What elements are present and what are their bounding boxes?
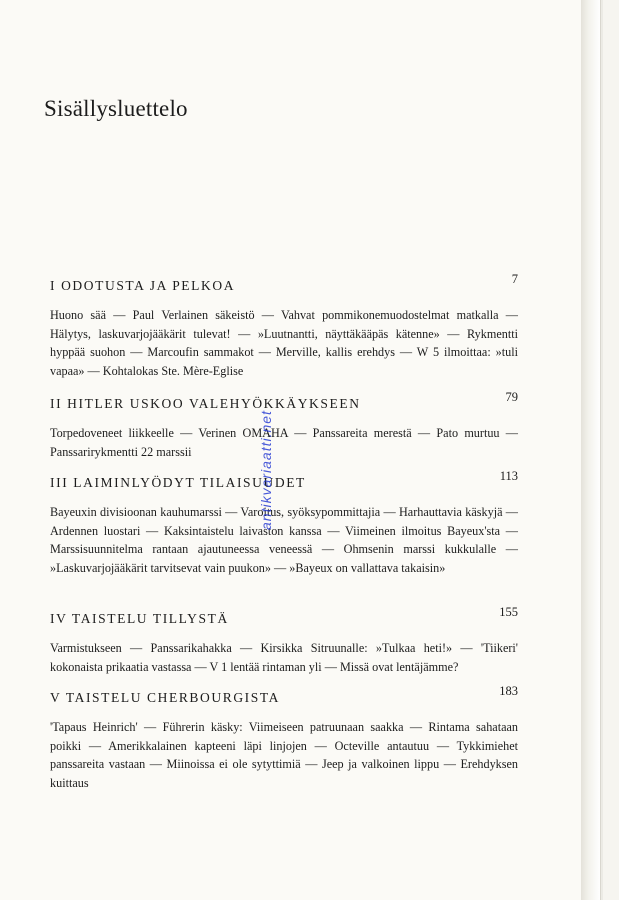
chapter-title: V TAISTELU CHERBOURGISTA bbox=[50, 690, 280, 705]
chapter-heading bbox=[50, 272, 518, 298]
chapter-heading bbox=[50, 605, 518, 631]
chapter-summary: Torpedoveneet liikkeelle — Verinen OMAHA — Panssareita merestä — Pato murtuu — Panssarirykmentti 22 marssii bbox=[50, 426, 518, 459]
chapter-page-number: 183 bbox=[499, 684, 518, 698]
chapter-4 bbox=[50, 605, 518, 676]
page-edge bbox=[581, 0, 600, 900]
watermark: antikvariaatti.net bbox=[258, 410, 274, 530]
chapter-5 bbox=[50, 684, 518, 792]
chapter-title: IV TAISTELU TILLYSTÄ bbox=[50, 611, 229, 626]
chapter-title: II HITLER USKOO VALEHYÖKKÄYKSEEN bbox=[50, 396, 361, 411]
chapter-summary: Huono sää — Paul Verlainen säkeistö — Vahvat pommikonemuodostelmat matkalla — Hälytys, laskuvarjojääkärit tulevat! — »Luutnantti, näyttäkääpäs kätenne» — Rykmentti hyppää suohon — Marcoufin sammakot — Merville, kallis erehdys — W 5 ilmoittaa: »tuli vapaa» — Kohtalokas Ste. Mère-Eglise bbox=[50, 308, 518, 378]
chapter-2 bbox=[50, 390, 518, 461]
chapter-heading bbox=[50, 390, 518, 416]
chapter-page-number: 79 bbox=[505, 390, 518, 404]
chapter-title: I ODOTUSTA JA PELKOA bbox=[50, 278, 236, 293]
chapter-summary: Bayeuxin divisioonan kauhumarssi — Varoitus, syöksypommittajia — Harhauttavia käskyjä — Ardennen luostari — Kaksintaistelu laivaston kanssa — Viimeinen ilmoitus Bayeux'sta — Marssisuunnitelma rantaan ajautuneessa veneessä — Ohmsenin marssi kukkulalle — »Laskuvarjojääkärit tarvitsevat vain puukon» — »Bayeux on vallattava takaisin» bbox=[50, 505, 518, 575]
chapter-1 bbox=[50, 272, 518, 380]
chapter-page-number: 113 bbox=[499, 469, 518, 483]
chapter-page-number: 155 bbox=[499, 605, 518, 619]
page-title: Sisällysluettelo bbox=[44, 96, 188, 121]
chapter-heading bbox=[50, 684, 518, 710]
chapter-summary: Varmistukseen — Panssarikahakka — Kirsikka Sitruunalle: »Tulkaa heti!» — 'Tiikeri' kokonaista prikaatia vastassa — V 1 lentää rintaman yli — Missä ovat lentäjämme? bbox=[50, 641, 518, 674]
chapter-page-number: 7 bbox=[511, 272, 518, 286]
chapter-heading bbox=[50, 469, 518, 495]
chapter-title: III LAIMINLYÖDYT TILAISUUDET bbox=[50, 475, 306, 490]
chapter-summary: 'Tapaus Heinrich' — Führerin käsky: Viimeiseen patruunaan saakka — Rintama sahataan poikki — Amerikkalainen kapteeni läpi linjojen — Octeville antautuu — Tykkimiehet panssareita vastaan — Miinoissa ei ole sytyttimiä — Jeep ja valkoinen lippu — Erehdyksen kuittaus bbox=[50, 720, 518, 790]
